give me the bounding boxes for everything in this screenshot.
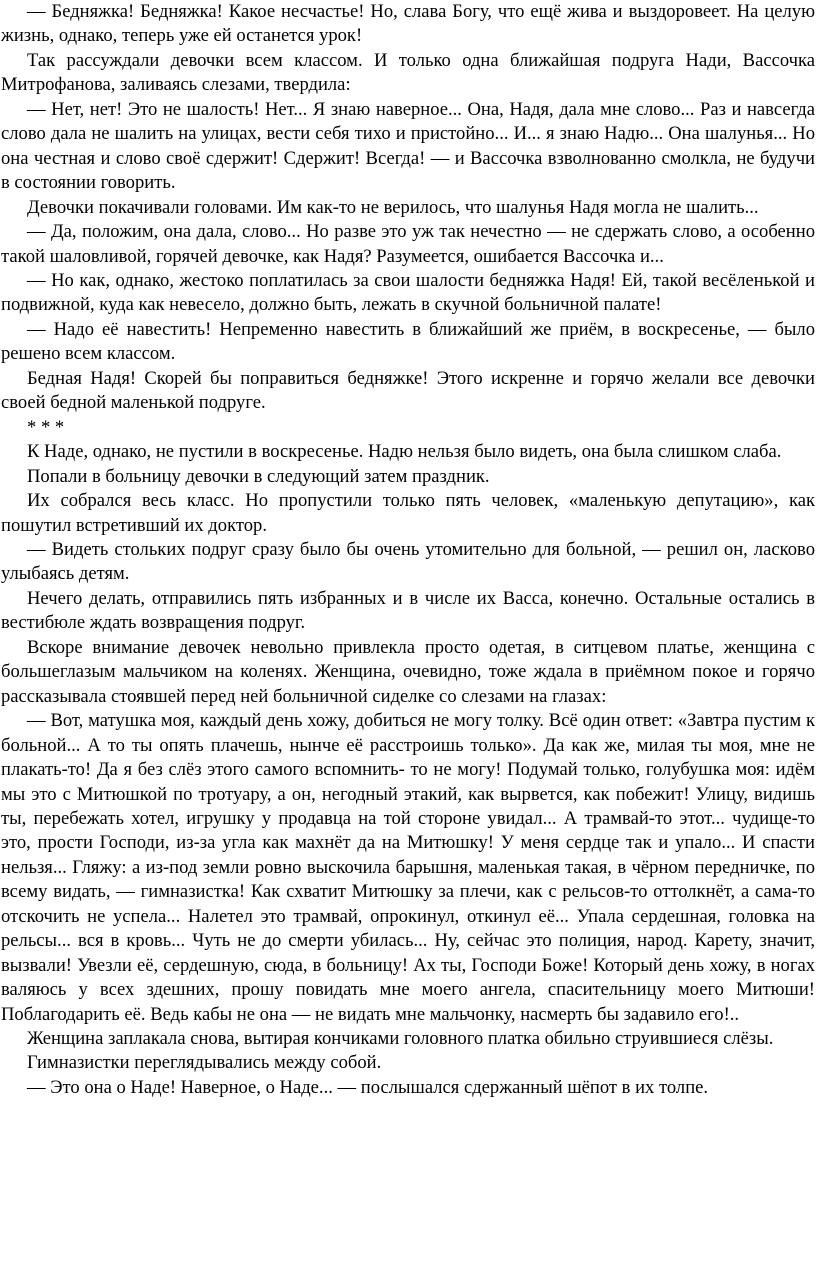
paragraph-17: Гимназистки переглядывались между собой. [27, 1052, 382, 1074]
paragraph-16: Женщина заплакала снова, вытирая кончиками головного платка обильно струившиеся слёзы. [27, 1028, 774, 1050]
paragraph-10: Попали в больницу девочки в следующий затем праздник. [27, 465, 490, 487]
section-separator: * * * [27, 416, 65, 438]
paragraph-2: Так рассуждали девочки всем классом. И только одна ближайшая подруга Нади, Вассочка Митрофанова, заливаясь слезами, твердила: [1, 49, 815, 96]
paragraph-9: К Наде, однако, не пустили в воскресенье. Надю нельзя было видеть, она была слишком слаба. [27, 441, 782, 463]
paragraph-7: — Надо её навестить! Непременно навестить в ближайший же приём, в воскресенье, — было решено всем классом. [1, 318, 815, 365]
paragraph-6: — Но как, однако, жестоко поплатилась за свои шалости бедняжка Надя! Ей, такой весёленькой и подвижной, куда как невесело, должно быть, лежать в скучной больничной палате! [1, 269, 815, 316]
paragraph-8: Бедная Надя! Скорей бы поправиться бедняжке! Этого искренне и горячо желали все девочки своей бедной маленькой подруге. [1, 367, 815, 414]
paragraph-11: Их собрался весь класс. Но пропустили только пять человек, «маленькую депутацию», как пошутил встретивший их доктор. [1, 490, 815, 536]
paragraph-5: — Да, положим, она дала, слово... Но разве это уж так нечестно — не сдержать слово, а особенно такой шаловливой, горячей девочке, как Надя? Разумеется, ошибается Вассочка и... [1, 221, 815, 267]
paragraph-4: Девочки покачивали головами. Им как-то не верилось, что шалунья Надя могла не шалить... [27, 196, 759, 218]
paragraph-13: Нечего делать, отправились пять избранных и в числе их Васса, конечно. Остальные остались в вестибюле ждать возвращения подруг. [1, 587, 815, 634]
paragraph-15: — Вот, матушка моя, каждый день хожу, добиться не могу толку. Всё один ответ: «Завтра пустим к больной... А то ты опять плачешь, нынче её расстроишь только». Да как же, милая ты моя, мне не плакать-то! Да я без слёз этого самого вспомнить- то не могу! Подумай только, голубушка моя: идём мы это с Митюшкой по тротуару, а он, негодный этакий, как вырвется, как побежит! Улицу, видишь ты, перебежать хотел, игрушку у продавца на той стороне увидал... А трамвай-то этот... чудище-то это, прости Господи, из-за угла как махнёт да на Митюшку! У меня сердце так и упало... И спасти нельзя... Гляжу: а из-под земли ровно выскочила барышня, маленькая такая, в чёрном передничке, по всему видать, — гимназистка! Как схватит Митюшку за плечи, как с рельсов-то оттолкнёт, а сама-то отскочить не успела... Налетел это трамвай, опрокинул, откинул её... Упала сердешная, головка на рельсы... вся в кровь... Чуть не до смерти убилась... Ну, сейчас это полиция, народ. Карету, значит, вызвали! Увезли её, сердешную, сюда, в больницу! Ах ты, Господи Боже! Который день хожу, в ногах валяюсь у всех здешних, прошу повидать мне моего ангела, спасительницу моего Митюши! Поблагодарить её. Ведь кабы не она — не видать мне мальчонку, насмерть бы задавило его!.. [1, 710, 815, 1025]
paragraph-18: — Это она о Наде! Наверное, о Наде... — послышался сдержанный шёпот в их толпе. [27, 1076, 709, 1098]
paragraph-3: — Нет, нет! Это не шалость! Нет... Я знаю наверное... Она, Надя, дала мне слово... Раз и навсегда слово дала не шалить на улицах, вести себя тихо и пристойно... И... я знаю Надю... Она шалунья... Но она честная и слово своё сдержит! Сдержит! Всегда! — и Вассочка взволнованно смолкла, не будучи в состоянии говорить. [1, 98, 815, 194]
paragraph-1: — Бедняжка! Бедняжка! Какое несчастье! Но, слава Богу, что ещё жива и выздоровеет. На целую жизнь, однако, теперь уже ей останется урок! [1, 1, 815, 47]
paragraph-12: — Видеть стольких подруг сразу было бы очень утомительно для больной, — решил он, ласково улыбаясь детям. [1, 538, 815, 585]
paragraph-14: Вскоре внимание девочек невольно привлекла просто одетая, в ситцевом платье, женщина с большеглазым мальчиком на коленях. Женщина, очевидно, тоже ждала в приёмном покое и горячо рассказывала стоявшей перед ней больничной сиделке со слезами на глазах: [1, 636, 815, 707]
